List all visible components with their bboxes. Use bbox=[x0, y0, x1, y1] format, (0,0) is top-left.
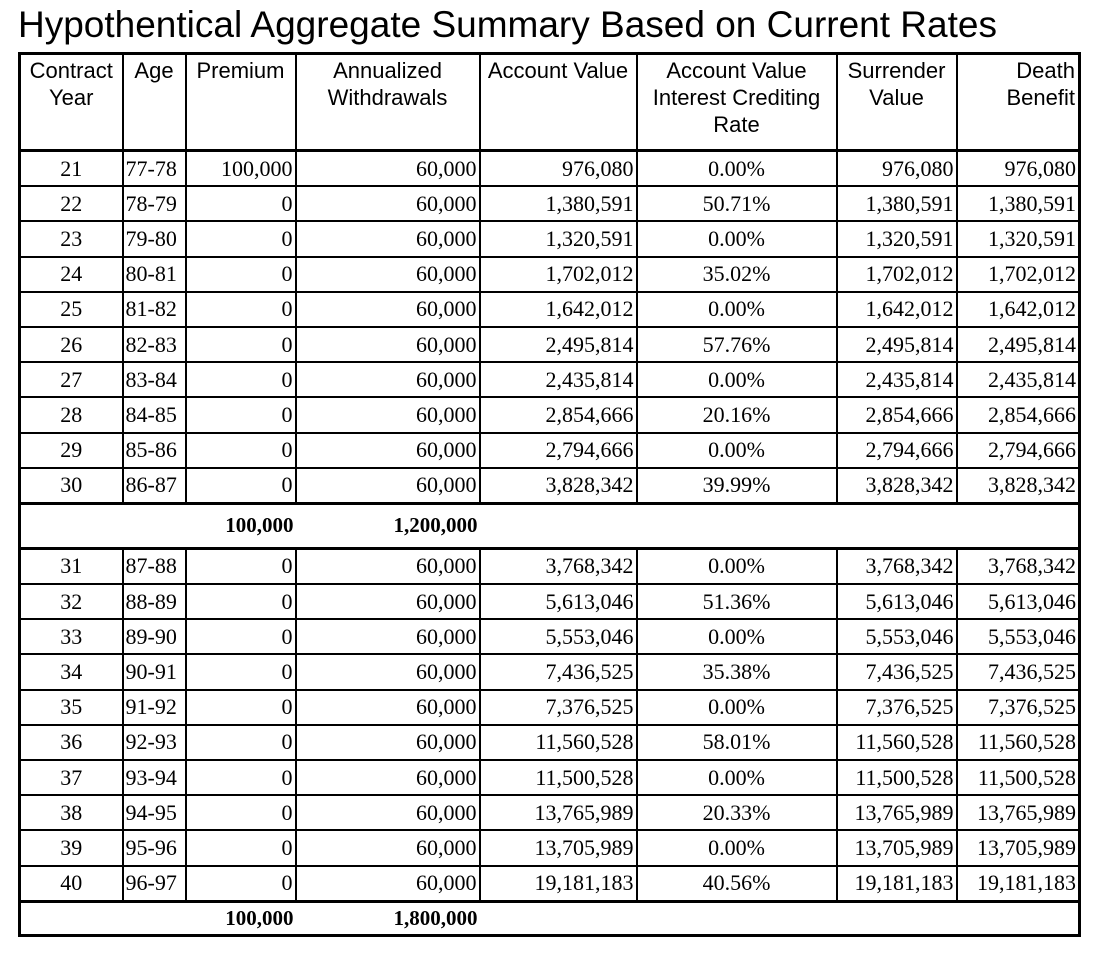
table-header-row bbox=[20, 54, 1080, 151]
death-benefit-cell: 2,495,814 bbox=[957, 327, 1080, 362]
withdrawals-cell: 60,000 bbox=[296, 433, 480, 468]
age-cell: 77-78 bbox=[123, 151, 186, 187]
premium-cell: 100,000 bbox=[186, 151, 296, 187]
surrender-value-cell: 976,080 bbox=[837, 151, 957, 187]
withdrawals-cell: 60,000 bbox=[296, 221, 480, 256]
contract-year-cell: 30 bbox=[20, 468, 123, 504]
crediting-rate-cell: 0.00% bbox=[637, 362, 837, 397]
death-benefit-cell: 2,794,666 bbox=[957, 433, 1080, 468]
contract-year-cell: 40 bbox=[20, 866, 123, 902]
account-value-cell: 13,765,989 bbox=[480, 795, 637, 830]
header-interest-crediting-rate: Account Value Interest Crediting Rate bbox=[637, 54, 837, 151]
death-benefit-cell: 3,828,342 bbox=[957, 468, 1080, 504]
contract-year-cell: 29 bbox=[20, 433, 123, 468]
header-contract-year: Contract Year bbox=[20, 54, 123, 151]
account-value-cell: 2,495,814 bbox=[480, 327, 637, 362]
withdrawals-cell: 60,000 bbox=[296, 151, 480, 187]
surrender-value-cell: 3,768,342 bbox=[837, 548, 957, 584]
account-value-cell: 5,553,046 bbox=[480, 619, 637, 654]
subtotal-row bbox=[20, 901, 1080, 935]
contract-year-cell: 37 bbox=[20, 760, 123, 795]
crediting-rate-cell: 57.76% bbox=[637, 327, 837, 362]
withdrawals-cell: 60,000 bbox=[296, 795, 480, 830]
table-row bbox=[20, 221, 1080, 256]
withdrawals-cell: 60,000 bbox=[296, 830, 480, 865]
surrender-value-cell: 11,500,528 bbox=[837, 760, 957, 795]
surrender-value-cell: 5,613,046 bbox=[837, 584, 957, 619]
surrender-value-cell: 2,854,666 bbox=[837, 397, 957, 432]
premium-total: 100,000 bbox=[186, 901, 296, 935]
header-premium: Premium bbox=[186, 54, 296, 151]
death-benefit-cell: 2,435,814 bbox=[957, 362, 1080, 397]
withdrawals-cell: 60,000 bbox=[296, 584, 480, 619]
empty-total-cell bbox=[837, 503, 957, 548]
surrender-value-cell: 7,436,525 bbox=[837, 654, 957, 689]
death-benefit-cell: 2,854,666 bbox=[957, 397, 1080, 432]
death-benefit-cell: 976,080 bbox=[957, 151, 1080, 187]
page-title: Hypothentical Aggregate Summary Based on Current Rates bbox=[18, 4, 997, 45]
death-benefit-cell: 7,376,525 bbox=[957, 690, 1080, 725]
crediting-rate-cell: 35.38% bbox=[637, 654, 837, 689]
empty-total-cell bbox=[20, 503, 123, 548]
withdrawals-cell: 60,000 bbox=[296, 760, 480, 795]
table-row bbox=[20, 548, 1080, 584]
table-row bbox=[20, 795, 1080, 830]
withdrawals-cell: 60,000 bbox=[296, 397, 480, 432]
account-value-cell: 3,828,342 bbox=[480, 468, 637, 504]
death-benefit-cell: 1,320,591 bbox=[957, 221, 1080, 256]
death-benefit-cell: 3,768,342 bbox=[957, 548, 1080, 584]
contract-year-cell: 21 bbox=[20, 151, 123, 187]
contract-year-cell: 34 bbox=[20, 654, 123, 689]
age-cell: 83-84 bbox=[123, 362, 186, 397]
premium-cell: 0 bbox=[186, 433, 296, 468]
withdrawals-cell: 60,000 bbox=[296, 292, 480, 327]
empty-total-cell bbox=[957, 503, 1080, 548]
premium-cell: 0 bbox=[186, 795, 296, 830]
table-row bbox=[20, 362, 1080, 397]
account-value-cell: 1,380,591 bbox=[480, 186, 637, 221]
table-row bbox=[20, 397, 1080, 432]
contract-year-cell: 39 bbox=[20, 830, 123, 865]
account-value-cell: 1,320,591 bbox=[480, 221, 637, 256]
age-cell: 91-92 bbox=[123, 690, 186, 725]
table-row bbox=[20, 619, 1080, 654]
crediting-rate-cell: 51.36% bbox=[637, 584, 837, 619]
table-row bbox=[20, 292, 1080, 327]
contract-year-cell: 28 bbox=[20, 397, 123, 432]
contract-year-cell: 33 bbox=[20, 619, 123, 654]
account-value-cell: 7,436,525 bbox=[480, 654, 637, 689]
withdrawals-cell: 60,000 bbox=[296, 257, 480, 292]
account-value-cell: 2,435,814 bbox=[480, 362, 637, 397]
death-benefit-cell: 19,181,183 bbox=[957, 866, 1080, 902]
premium-total: 100,000 bbox=[186, 503, 296, 548]
surrender-value-cell: 1,702,012 bbox=[837, 257, 957, 292]
empty-total-cell bbox=[637, 503, 837, 548]
premium-cell: 0 bbox=[186, 654, 296, 689]
death-benefit-cell: 13,765,989 bbox=[957, 795, 1080, 830]
table-row bbox=[20, 186, 1080, 221]
empty-total-cell bbox=[837, 901, 957, 935]
table-row bbox=[20, 760, 1080, 795]
account-value-cell: 976,080 bbox=[480, 151, 637, 187]
contract-year-cell: 26 bbox=[20, 327, 123, 362]
surrender-value-cell: 1,642,012 bbox=[837, 292, 957, 327]
table-row bbox=[20, 584, 1080, 619]
table-row bbox=[20, 327, 1080, 362]
account-value-cell: 19,181,183 bbox=[480, 866, 637, 902]
death-benefit-cell: 7,436,525 bbox=[957, 654, 1080, 689]
death-benefit-cell: 13,705,989 bbox=[957, 830, 1080, 865]
premium-cell: 0 bbox=[186, 690, 296, 725]
account-value-cell: 5,613,046 bbox=[480, 584, 637, 619]
contract-year-cell: 35 bbox=[20, 690, 123, 725]
crediting-rate-cell: 0.00% bbox=[637, 830, 837, 865]
premium-cell: 0 bbox=[186, 584, 296, 619]
death-benefit-cell: 1,702,012 bbox=[957, 257, 1080, 292]
surrender-value-cell: 13,705,989 bbox=[837, 830, 957, 865]
table-row bbox=[20, 866, 1080, 902]
table-row bbox=[20, 690, 1080, 725]
surrender-value-cell: 1,380,591 bbox=[837, 186, 957, 221]
table-row bbox=[20, 433, 1080, 468]
death-benefit-cell: 11,560,528 bbox=[957, 725, 1080, 760]
header-age: Age bbox=[123, 54, 186, 151]
age-cell: 86-87 bbox=[123, 468, 186, 504]
contract-year-cell: 31 bbox=[20, 548, 123, 584]
death-benefit-cell: 1,380,591 bbox=[957, 186, 1080, 221]
crediting-rate-cell: 40.56% bbox=[637, 866, 837, 902]
death-benefit-cell: 1,642,012 bbox=[957, 292, 1080, 327]
subtotal-row bbox=[20, 503, 1080, 548]
age-cell: 89-90 bbox=[123, 619, 186, 654]
header-death-benefit: Death Benefit bbox=[957, 54, 1080, 151]
header-surrender-value: Surrender Value bbox=[837, 54, 957, 151]
crediting-rate-cell: 0.00% bbox=[637, 221, 837, 256]
crediting-rate-cell: 0.00% bbox=[637, 433, 837, 468]
crediting-rate-cell: 39.99% bbox=[637, 468, 837, 504]
age-cell: 94-95 bbox=[123, 795, 186, 830]
table-row bbox=[20, 725, 1080, 760]
premium-cell: 0 bbox=[186, 327, 296, 362]
crediting-rate-cell: 35.02% bbox=[637, 257, 837, 292]
age-cell: 88-89 bbox=[123, 584, 186, 619]
crediting-rate-cell: 20.33% bbox=[637, 795, 837, 830]
account-value-cell: 13,705,989 bbox=[480, 830, 637, 865]
age-cell: 95-96 bbox=[123, 830, 186, 865]
age-cell: 85-86 bbox=[123, 433, 186, 468]
surrender-value-cell: 2,794,666 bbox=[837, 433, 957, 468]
contract-year-cell: 38 bbox=[20, 795, 123, 830]
withdrawals-cell: 60,000 bbox=[296, 548, 480, 584]
account-value-cell: 2,794,666 bbox=[480, 433, 637, 468]
surrender-value-cell: 11,560,528 bbox=[837, 725, 957, 760]
empty-total-cell bbox=[480, 901, 637, 935]
account-value-cell: 1,702,012 bbox=[480, 257, 637, 292]
account-value-cell: 2,854,666 bbox=[480, 397, 637, 432]
premium-cell: 0 bbox=[186, 830, 296, 865]
surrender-value-cell: 2,495,814 bbox=[837, 327, 957, 362]
premium-cell: 0 bbox=[186, 292, 296, 327]
surrender-value-cell: 1,320,591 bbox=[837, 221, 957, 256]
age-cell: 78-79 bbox=[123, 186, 186, 221]
premium-cell: 0 bbox=[186, 548, 296, 584]
crediting-rate-cell: 0.00% bbox=[637, 292, 837, 327]
withdrawals-cell: 60,000 bbox=[296, 362, 480, 397]
crediting-rate-cell: 0.00% bbox=[637, 548, 837, 584]
withdrawals-total: 1,800,000 bbox=[296, 901, 480, 935]
withdrawals-cell: 60,000 bbox=[296, 725, 480, 760]
header-account-value: Account Value bbox=[480, 54, 637, 151]
account-value-cell: 3,768,342 bbox=[480, 548, 637, 584]
age-cell: 80-81 bbox=[123, 257, 186, 292]
age-cell: 87-88 bbox=[123, 548, 186, 584]
age-cell: 93-94 bbox=[123, 760, 186, 795]
crediting-rate-cell: 58.01% bbox=[637, 725, 837, 760]
header-annualized-withdrawals: Annualized Withdrawals bbox=[296, 54, 480, 151]
crediting-rate-cell: 50.71% bbox=[637, 186, 837, 221]
table-row bbox=[20, 468, 1080, 504]
table-row bbox=[20, 830, 1080, 865]
crediting-rate-cell: 0.00% bbox=[637, 760, 837, 795]
empty-total-cell bbox=[480, 503, 637, 548]
premium-cell: 0 bbox=[186, 397, 296, 432]
table-row bbox=[20, 151, 1080, 187]
death-benefit-cell: 5,613,046 bbox=[957, 584, 1080, 619]
surrender-value-cell: 2,435,814 bbox=[837, 362, 957, 397]
premium-cell: 0 bbox=[186, 725, 296, 760]
account-value-cell: 11,560,528 bbox=[480, 725, 637, 760]
empty-total-cell bbox=[957, 901, 1080, 935]
age-cell: 82-83 bbox=[123, 327, 186, 362]
premium-cell: 0 bbox=[186, 866, 296, 902]
withdrawals-cell: 60,000 bbox=[296, 690, 480, 725]
withdrawals-cell: 60,000 bbox=[296, 468, 480, 504]
account-value-cell: 1,642,012 bbox=[480, 292, 637, 327]
premium-cell: 0 bbox=[186, 468, 296, 504]
premium-cell: 0 bbox=[186, 362, 296, 397]
premium-cell: 0 bbox=[186, 257, 296, 292]
surrender-value-cell: 5,553,046 bbox=[837, 619, 957, 654]
surrender-value-cell: 19,181,183 bbox=[837, 866, 957, 902]
surrender-value-cell: 7,376,525 bbox=[837, 690, 957, 725]
empty-total-cell bbox=[123, 901, 186, 935]
withdrawals-cell: 60,000 bbox=[296, 866, 480, 902]
crediting-rate-cell: 0.00% bbox=[637, 619, 837, 654]
crediting-rate-cell: 20.16% bbox=[637, 397, 837, 432]
account-value-cell: 7,376,525 bbox=[480, 690, 637, 725]
contract-year-cell: 25 bbox=[20, 292, 123, 327]
contract-year-cell: 22 bbox=[20, 186, 123, 221]
contract-year-cell: 24 bbox=[20, 257, 123, 292]
death-benefit-cell: 5,553,046 bbox=[957, 619, 1080, 654]
withdrawals-cell: 60,000 bbox=[296, 619, 480, 654]
premium-cell: 0 bbox=[186, 760, 296, 795]
contract-year-cell: 32 bbox=[20, 584, 123, 619]
surrender-value-cell: 3,828,342 bbox=[837, 468, 957, 504]
aggregate-summary-table bbox=[18, 52, 1081, 937]
account-value-cell: 11,500,528 bbox=[480, 760, 637, 795]
withdrawals-total: 1,200,000 bbox=[296, 503, 480, 548]
premium-cell: 0 bbox=[186, 221, 296, 256]
table-row bbox=[20, 257, 1080, 292]
surrender-value-cell: 13,765,989 bbox=[837, 795, 957, 830]
table-row bbox=[20, 654, 1080, 689]
age-cell: 79-80 bbox=[123, 221, 186, 256]
contract-year-cell: 23 bbox=[20, 221, 123, 256]
empty-total-cell bbox=[20, 901, 123, 935]
empty-total-cell bbox=[637, 901, 837, 935]
age-cell: 92-93 bbox=[123, 725, 186, 760]
contract-year-cell: 27 bbox=[20, 362, 123, 397]
premium-cell: 0 bbox=[186, 186, 296, 221]
withdrawals-cell: 60,000 bbox=[296, 186, 480, 221]
age-cell: 81-82 bbox=[123, 292, 186, 327]
crediting-rate-cell: 0.00% bbox=[637, 690, 837, 725]
contract-year-cell: 36 bbox=[20, 725, 123, 760]
crediting-rate-cell: 0.00% bbox=[637, 151, 837, 187]
death-benefit-cell: 11,500,528 bbox=[957, 760, 1080, 795]
empty-total-cell bbox=[123, 503, 186, 548]
withdrawals-cell: 60,000 bbox=[296, 654, 480, 689]
age-cell: 96-97 bbox=[123, 866, 186, 902]
premium-cell: 0 bbox=[186, 619, 296, 654]
withdrawals-cell: 60,000 bbox=[296, 327, 480, 362]
age-cell: 84-85 bbox=[123, 397, 186, 432]
age-cell: 90-91 bbox=[123, 654, 186, 689]
